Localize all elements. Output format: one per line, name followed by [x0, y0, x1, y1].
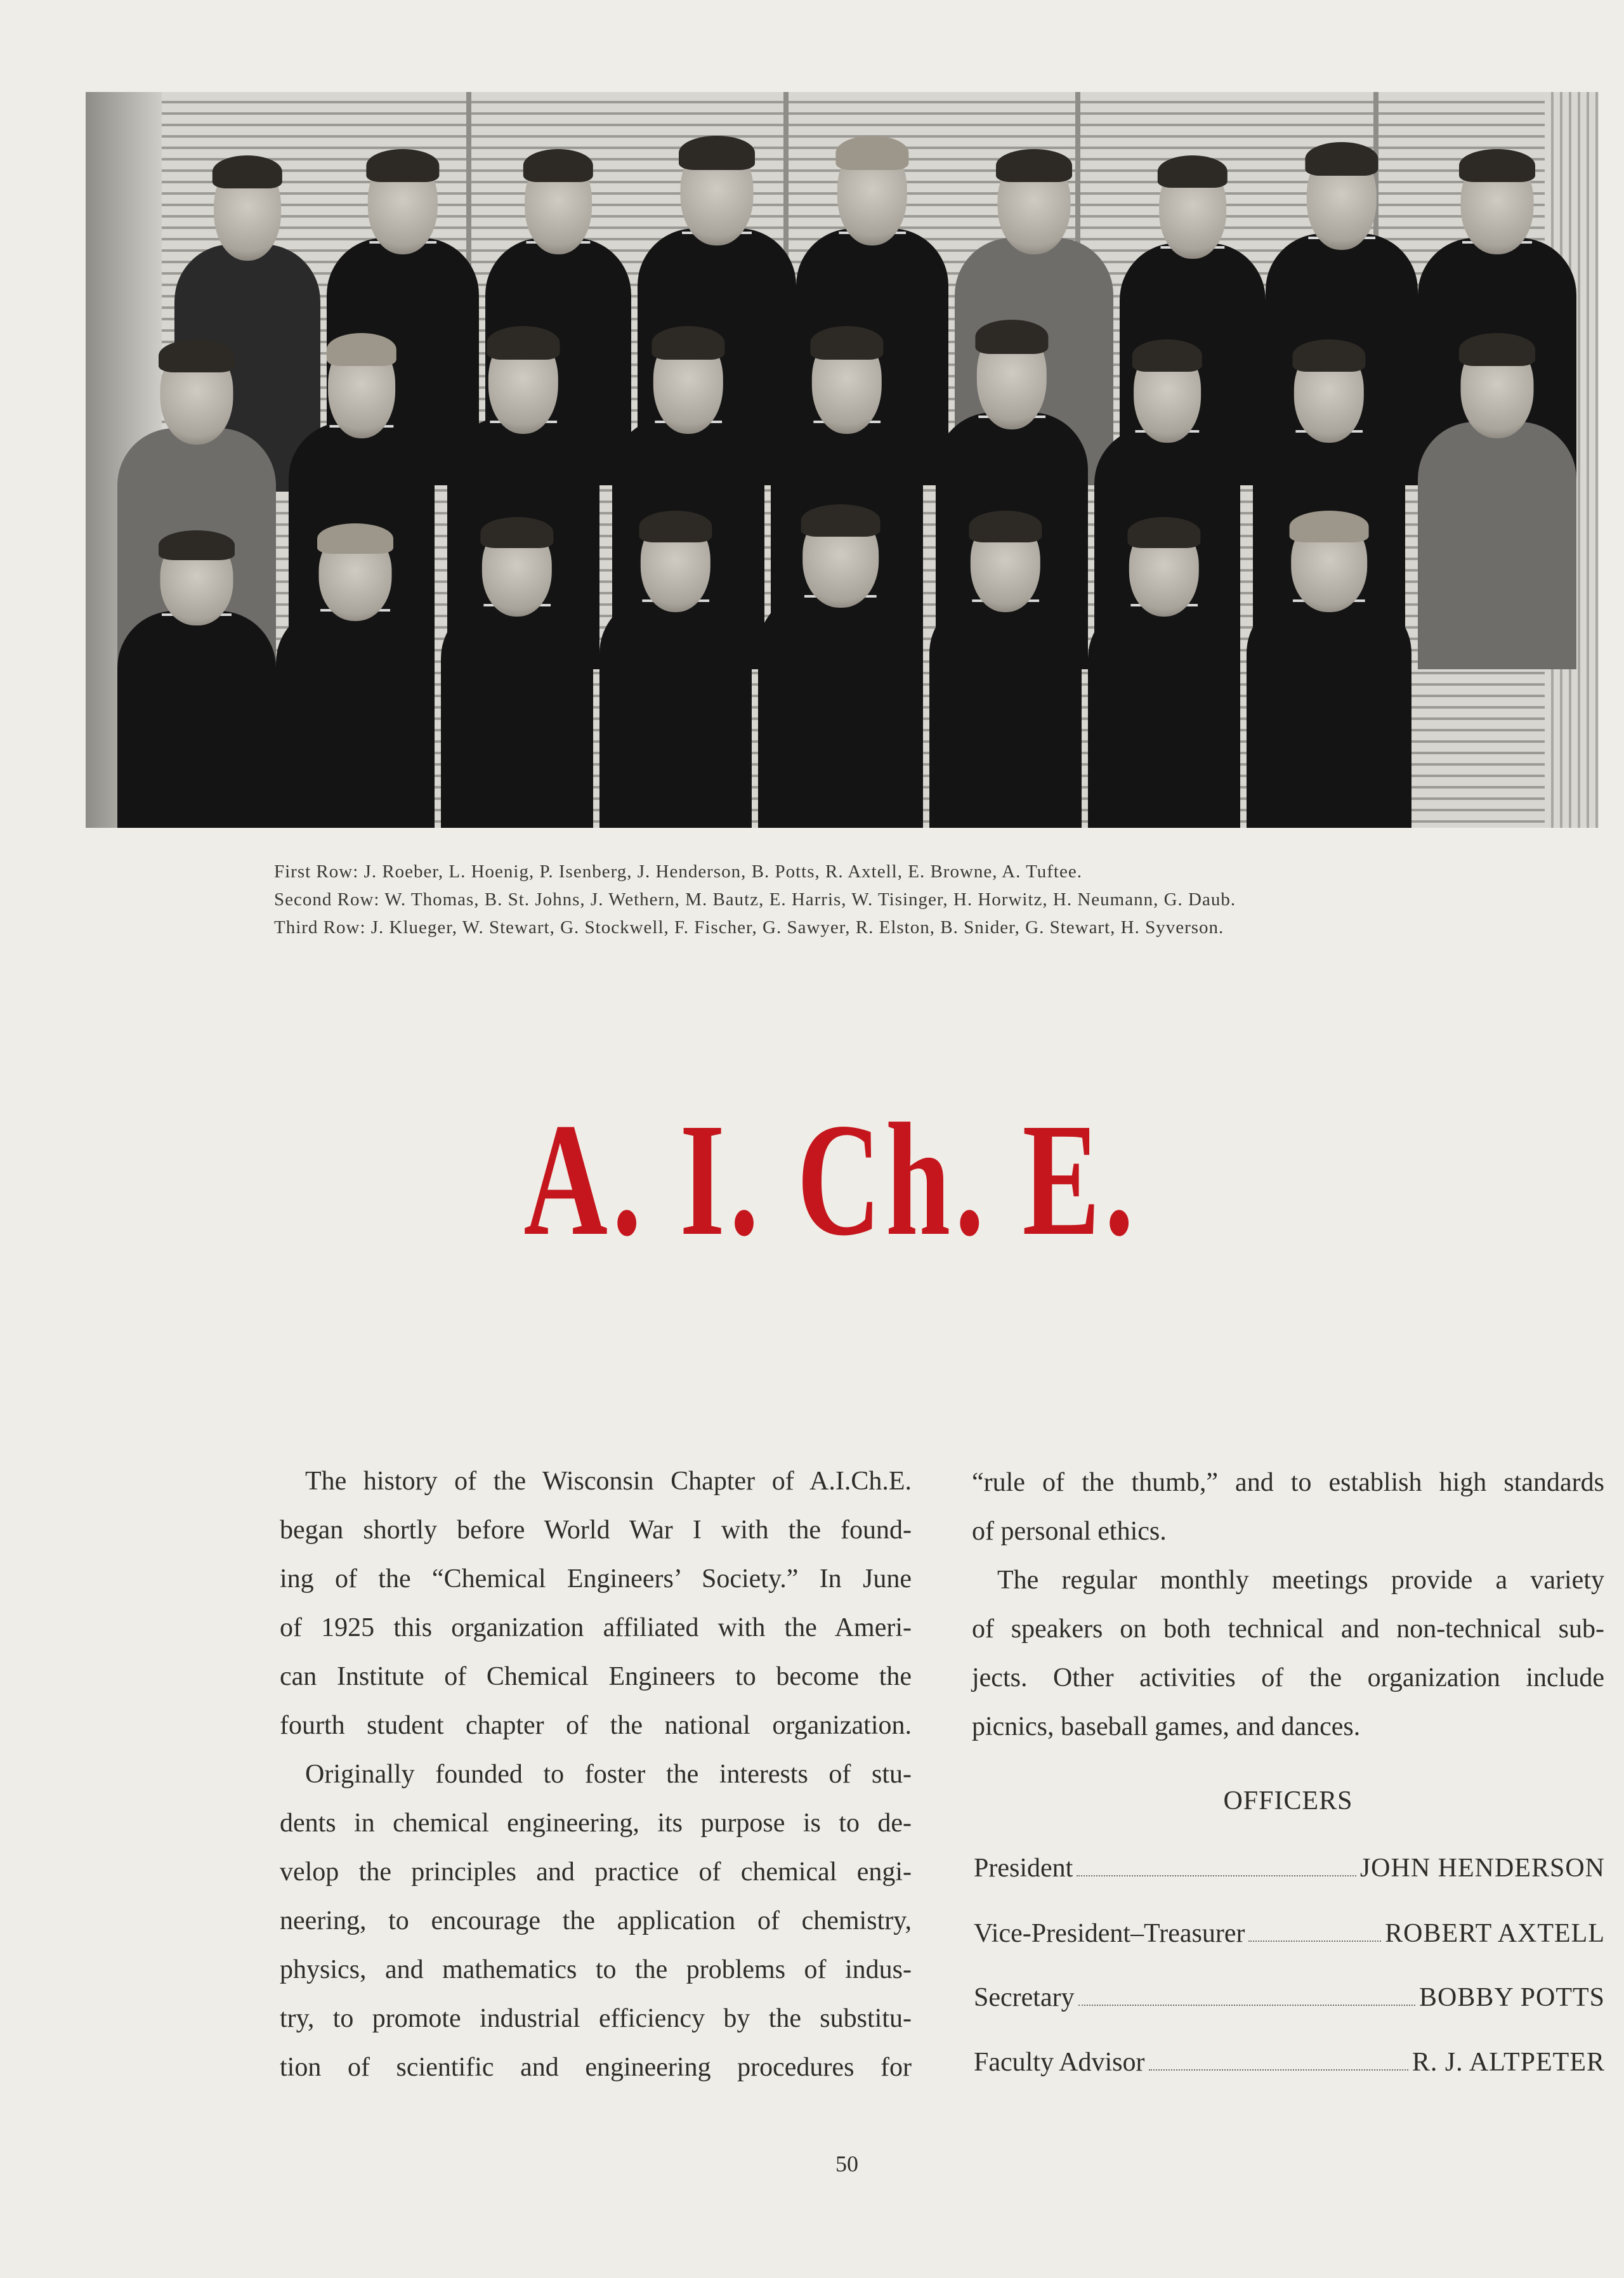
photo-person — [117, 536, 276, 828]
text-line: dents in chemical engineering, its purpose is to de- — [280, 1809, 912, 1838]
caption-third-row: Third Row: J. Klueger, W. Stewart, G. Stockwell, F. Fischer, G. Sawyer, R. Elston, B. Snider, G. Stewart, H. Syverson. — [274, 917, 1224, 938]
text-line: The regular monthly meetings provide a variety — [997, 1566, 1604, 1595]
text-line: of personal ethics. — [972, 1517, 1167, 1546]
dot-leader — [1078, 2004, 1415, 2006]
photo-person — [441, 523, 593, 828]
text-line: began shortly before World War I with the found- — [280, 1515, 912, 1545]
text-line: “rule of the thumb,” and to establish high standards — [972, 1468, 1604, 1497]
photo-person — [1418, 339, 1576, 669]
text-line: ing of the “Chemical Engineers’ Society.” In June — [280, 1564, 912, 1594]
dot-leader — [1077, 1875, 1356, 1876]
photo-person — [276, 530, 435, 828]
officer-role: President — [974, 1854, 1073, 1883]
group-photo — [86, 92, 1599, 828]
text-line: physics, and mathematics to the problems of indus- — [280, 1955, 912, 1984]
page-title: A. I. Ch. E. — [523, 1090, 1139, 1269]
dot-leader — [1149, 2069, 1408, 2071]
photo-caption — [274, 858, 1479, 941]
photo-person — [1088, 523, 1240, 828]
photo-person — [599, 517, 752, 828]
text-line: can Institute of Chemical Engineers to become the — [280, 1662, 912, 1691]
text-line: of speakers on both technical and non-technical sub- — [972, 1614, 1604, 1644]
page-title-block — [0, 1090, 1624, 1269]
text-line: picnics, baseball games, and dances. — [972, 1712, 1361, 1741]
text-line: of 1925 this organization affiliated with the Ameri- — [280, 1613, 912, 1642]
photo-person — [929, 517, 1082, 828]
officer-row-vice-president-treasurer — [974, 1918, 1605, 1949]
photo-person — [1247, 517, 1411, 828]
photo-person — [758, 511, 923, 828]
officer-row-faculty-advisor — [974, 2047, 1605, 2078]
officer-role: Faculty Advisor — [974, 2048, 1145, 2077]
dot-leader — [1248, 1940, 1381, 1942]
caption-first-row: First Row: J. Roeber, L. Hoenig, P. Isenberg, J. Henderson, B. Potts, R. Axtell, E. Browne, A. Tuftee. — [274, 861, 1082, 882]
page-number: 50 — [835, 2151, 858, 2177]
officer-row-president — [974, 1853, 1605, 1883]
text-line: Originally founded to foster the interests of stu- — [305, 1760, 912, 1789]
officer-name: R. J. ALTPETER — [1411, 2048, 1605, 2077]
officer-row-secretary — [974, 1982, 1605, 2013]
text-line: jects. Other activities of the organization include — [972, 1663, 1604, 1692]
officer-name: BOBBY POTTS — [1418, 1983, 1605, 2012]
caption-second-row: Second Row: W. Thomas, B. St. Johns, J. Wethern, M. Bautz, E. Harris, W. Tisinger, H. Horwitz, H. Neumann, G. Daub. — [274, 889, 1236, 910]
officers-heading: OFFICERS — [1223, 1786, 1353, 1816]
officer-role: Vice-President–Treasurer — [974, 1919, 1245, 1948]
text-line: velop the principles and practice of chemical engi- — [280, 1857, 912, 1887]
text-line: fourth student chapter of the national organization. — [280, 1711, 912, 1740]
history-text-column — [280, 1457, 912, 2092]
officer-name: JOHN HENDERSON — [1359, 1854, 1605, 1883]
text-line: try, to promote industrial efficiency by the substitu- — [280, 2004, 912, 2033]
officer-name: ROBERT AXTELL — [1385, 1919, 1605, 1948]
text-line: neering, to encourage the application of chemistry, — [280, 1906, 912, 1935]
activities-text-column — [972, 1458, 1604, 1751]
text-line: tion of scientific and engineering procedures for — [280, 2053, 912, 2082]
officer-role: Secretary — [974, 1983, 1075, 2012]
text-line: The history of the Wisconsin Chapter of A.I.Ch.E. — [305, 1467, 912, 1496]
